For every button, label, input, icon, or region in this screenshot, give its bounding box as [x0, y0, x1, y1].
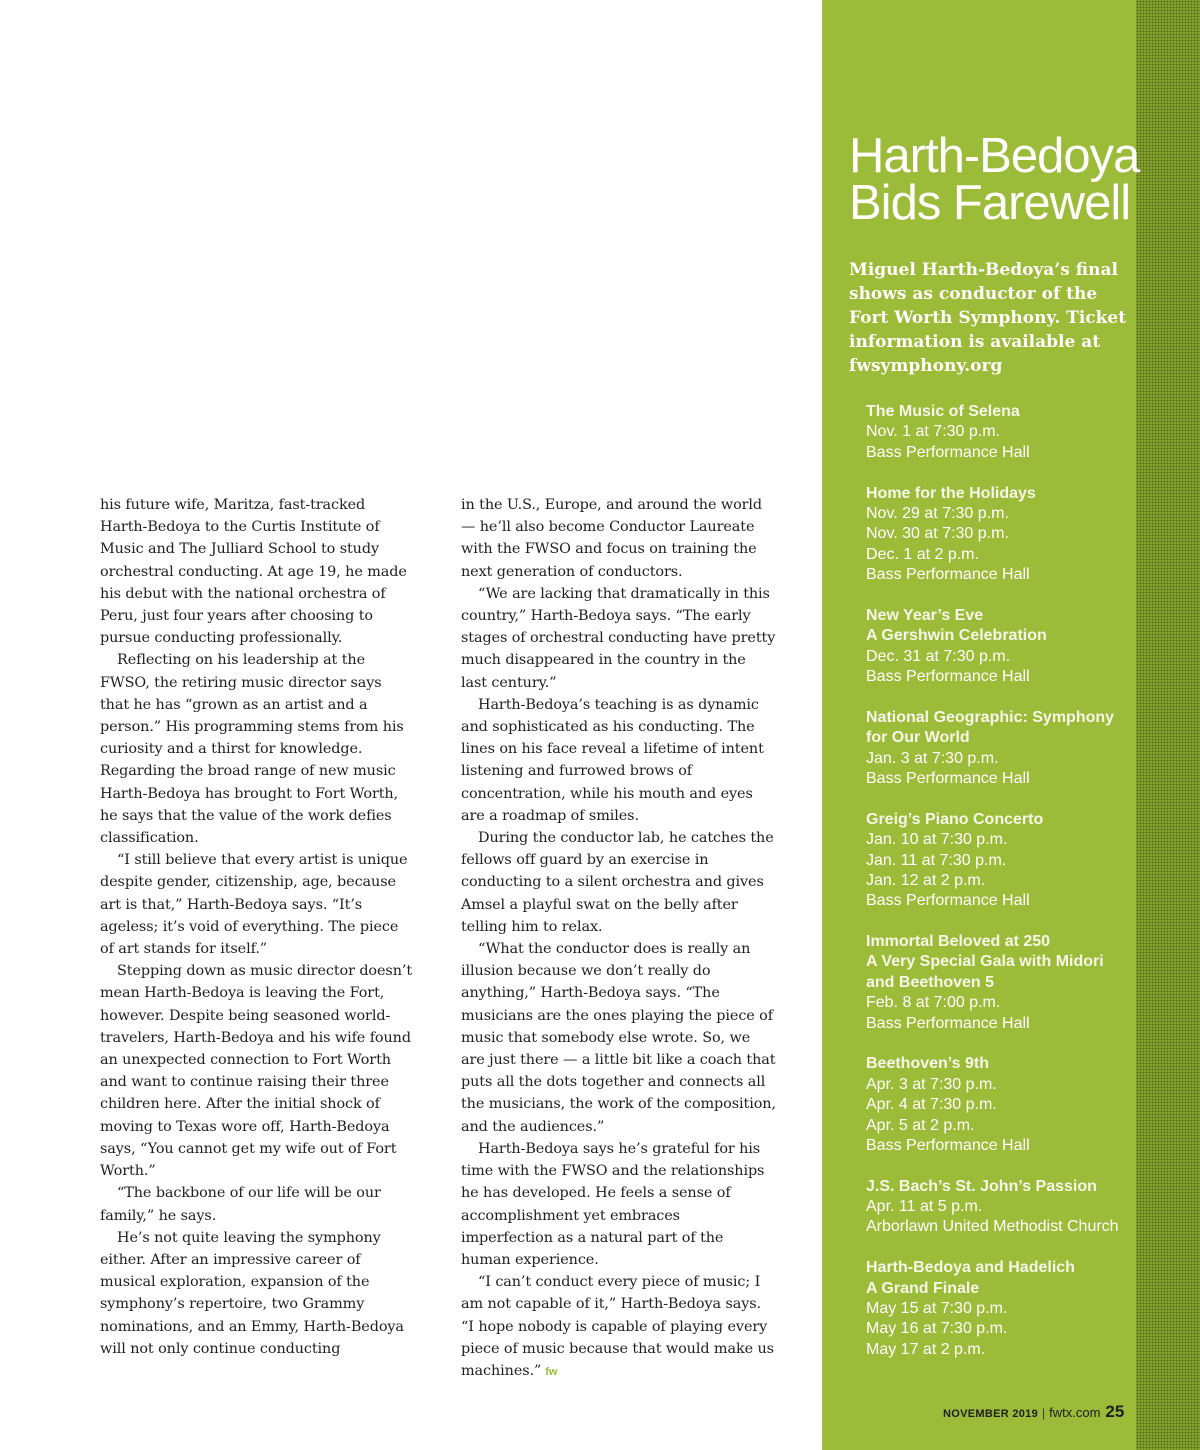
- event-title: The Music of Selena: [866, 403, 1020, 420]
- event-detail: Nov. 29 at 7:30 p.m.: [866, 504, 1009, 522]
- page-number: 25: [1105, 1402, 1125, 1421]
- event-detail: Apr. 11 at 5 p.m.: [866, 1198, 983, 1216]
- event-detail: Nov. 30 at 7:30 p.m.: [866, 525, 1009, 543]
- event-detail: Jan. 12 at 2 p.m.: [866, 871, 986, 889]
- event-detail: Bass Performance Hall: [866, 1014, 1030, 1032]
- event-title: Home for the Holidays: [866, 484, 1036, 502]
- paragraph-text: During the conductor lab, he catches the fellows off guard by an exercise in conducting to a silent orchestra and gives Amsel a playful swat on the belly after telling him to relax.: [461, 830, 774, 935]
- paragraph-text: Stepping down as music director doesn’t mean Harth-Bedoya is leaving the Fort, however. Despite being seasoned world-travelers, Harth-Bedoya and his wife found an unexpected connection to Fort Worth and want to continue raising their three children here. After the initial shock of moving to Texas wore off, Harth-Bedoya says, “You cannot get my wife out of Fort Worth.”: [100, 963, 413, 1180]
- event-title: New Year’s Eve: [866, 606, 984, 624]
- article-paragraph: [100, 960, 415, 1182]
- article-paragraph: [100, 849, 415, 960]
- event-item: [866, 810, 1156, 912]
- article-paragraph: [461, 583, 776, 694]
- event-title: A Very Special Gala with Midori: [866, 953, 1104, 971]
- article-column-1: [100, 494, 415, 1360]
- paragraph-text: Harth-Bedoya says he’s grateful for his time with the FWSO and the relationships he has developed. He feels a sense of accomplishment yet embraces imperfection as a natural part of the human experience.: [461, 1140, 765, 1268]
- event-detail: Apr. 5 at 2 p.m.: [866, 1116, 975, 1134]
- sidebar-panel: [822, 0, 1200, 1450]
- event-title: for Our World: [866, 729, 970, 747]
- paragraph-text: “What the conductor does is really an illusion because we don’t really do anything,” Harth-Bedoya says. “The musicians are the ones playing the piece of music that somebody else wrote. So, we are just there — a little bit like a coach that puts all the dots together and connects all the musicians, the work of the composition, and the audiences.”: [461, 941, 776, 1135]
- event-title: National Geographic: Symphony: [866, 708, 1115, 726]
- event-detail: Arborlawn United Methodist Church: [866, 1218, 1119, 1236]
- event-detail: Apr. 4 at 7:30 p.m.: [866, 1096, 997, 1114]
- event-detail: Nov. 1 at 7:30 p.m.: [866, 423, 1000, 441]
- event-title: Harth-Bedoya and Hadelich: [866, 1259, 1075, 1277]
- event-item: [866, 1054, 1156, 1156]
- event-item: [866, 1177, 1156, 1238]
- event-item: [866, 484, 1156, 586]
- event-item: [866, 1258, 1156, 1360]
- paragraph-text: Harth-Bedoya’s teaching is as dynamic and sophisticated as his conducting. The lines on his face reveal a lifetime of intent listening and furrowed brows of concentration, while his mouth and eyes are a roadmap of smiles.: [461, 696, 764, 824]
- article-paragraph: [100, 494, 415, 649]
- event-detail: Jan. 10 at 7:30 p.m.: [866, 831, 1008, 849]
- event-item: [866, 932, 1156, 1034]
- event-detail: Dec. 31 at 7:30 p.m.: [866, 647, 1011, 665]
- event-detail: May 17 at 2 p.m.: [866, 1340, 986, 1358]
- page-footer: [943, 1402, 1136, 1424]
- event-detail: Bass Performance Hall: [866, 443, 1030, 461]
- article-paragraph: [461, 1138, 776, 1271]
- paragraph-text: “The backbone of our life will be our family,” he says.: [100, 1185, 381, 1224]
- headline-line-1: Harth-Bedoya: [849, 129, 1140, 183]
- footer-separator: |: [1042, 1406, 1046, 1420]
- event-detail: Apr. 3 at 7:30 p.m.: [866, 1075, 997, 1093]
- event-detail: Jan. 11 at 7:30 p.m.: [866, 851, 1007, 869]
- event-title: A Grand Finale: [866, 1279, 980, 1297]
- event-detail: Bass Performance Hall: [866, 769, 1030, 787]
- event-title: and Beethoven 5: [866, 973, 995, 991]
- event-detail: May 15 at 7:30 p.m.: [866, 1300, 1008, 1317]
- event-detail: Bass Performance Hall: [866, 566, 1030, 584]
- event-detail: Jan. 3 at 7:30 p.m.: [866, 749, 999, 767]
- event-item: [866, 402, 1156, 463]
- event-item: [866, 606, 1156, 688]
- event-title: Beethoven’s 9th: [866, 1055, 989, 1073]
- paragraph-text: Reflecting on his leadership at the FWSO, the retiring music director says that he has “grown as an artist and a person.” His programming stems from his curiosity and a thirst for knowledge. Regarding the broad range of new music Harth-Bedoya has brought to Fort Worth, he says that the value of the work defies classification.: [100, 652, 404, 847]
- issue-date: NOVEMBER 2019: [943, 1408, 1038, 1420]
- event-item: [866, 708, 1156, 790]
- site-name: fwtx.com: [1049, 1405, 1101, 1420]
- paragraph-text: “I can’t conduct every piece of music; I am not capable of it,” Harth-Bedoya says. “I hope nobody is capable of playing every piece of music because that would make us machines.”: [461, 1274, 774, 1379]
- sidebar-intro: Miguel Harth-Bedoya’s final shows as conductor of the Fort Worth Symphony. Ticket information is available at fwsymphony.org: [849, 260, 1127, 376]
- article-paragraph: [100, 1182, 415, 1226]
- article-paragraph: [461, 694, 776, 827]
- event-detail: Feb. 8 at 7:00 p.m.: [866, 994, 1001, 1012]
- headline-line-2: Bids Farewell: [849, 176, 1131, 230]
- event-title: Greig’s Piano Concerto: [866, 810, 1044, 828]
- event-title: A Gershwin Celebration: [866, 627, 1047, 645]
- event-detail: May 16 at 7:30 p.m.: [866, 1320, 1008, 1338]
- article-paragraph: [461, 827, 776, 938]
- article-paragraph: [100, 1227, 415, 1360]
- article-column-2: [461, 494, 776, 1383]
- paragraph-text: He’s not quite leaving the symphony either. After an impressive career of musical exploration, expansion of the symphony’s repertoire, two Grammy nominations, and an Emmy, Harth-Bedoya will not only continue conducting: [100, 1229, 404, 1357]
- paragraph-text: “I still believe that every artist is unique despite gender, citizenship, age, because art is that,” Harth-Bedoya says. “It’s ageless; it’s void of everything. The piece of art stands for itself.”: [100, 852, 408, 958]
- sidebar-headline: [849, 129, 1194, 230]
- article-paragraph: [461, 1271, 776, 1383]
- event-detail: Dec. 1 at 2 p.m.: [866, 545, 979, 563]
- article-paragraph: [461, 938, 776, 1138]
- article-paragraph: [461, 494, 776, 583]
- event-title: J.S. Bach’s St. John’s Passion: [866, 1177, 1097, 1195]
- event-detail: Bass Performance Hall: [866, 892, 1030, 910]
- end-mark: fw: [545, 1365, 558, 1378]
- paragraph-text: his future wife, Maritza, fast-tracked Harth-Bedoya to the Curtis Institute of Music and The Julliard School to study orchestral conducting. At age 19, he made his debut with the national orchestra of Peru, just four years after choosing to pursue conducting professionally.: [100, 497, 407, 647]
- article-paragraph: [100, 649, 415, 849]
- event-list: [866, 402, 1156, 1381]
- event-detail: Bass Performance Hall: [866, 1136, 1030, 1154]
- paragraph-text: “We are lacking that dramatically in this country,” Harth-Bedoya says. “The early stages of orchestral conducting have pretty much disappeared in the country in the last century.”: [461, 585, 776, 691]
- event-title: Immortal Beloved at 250: [866, 933, 1051, 951]
- event-detail: Bass Performance Hall: [866, 668, 1030, 686]
- paragraph-text: in the U.S., Europe, and around the world — he’ll also become Conductor Laureate with the FWSO and focus on training the next generation of conductors.: [461, 497, 763, 580]
